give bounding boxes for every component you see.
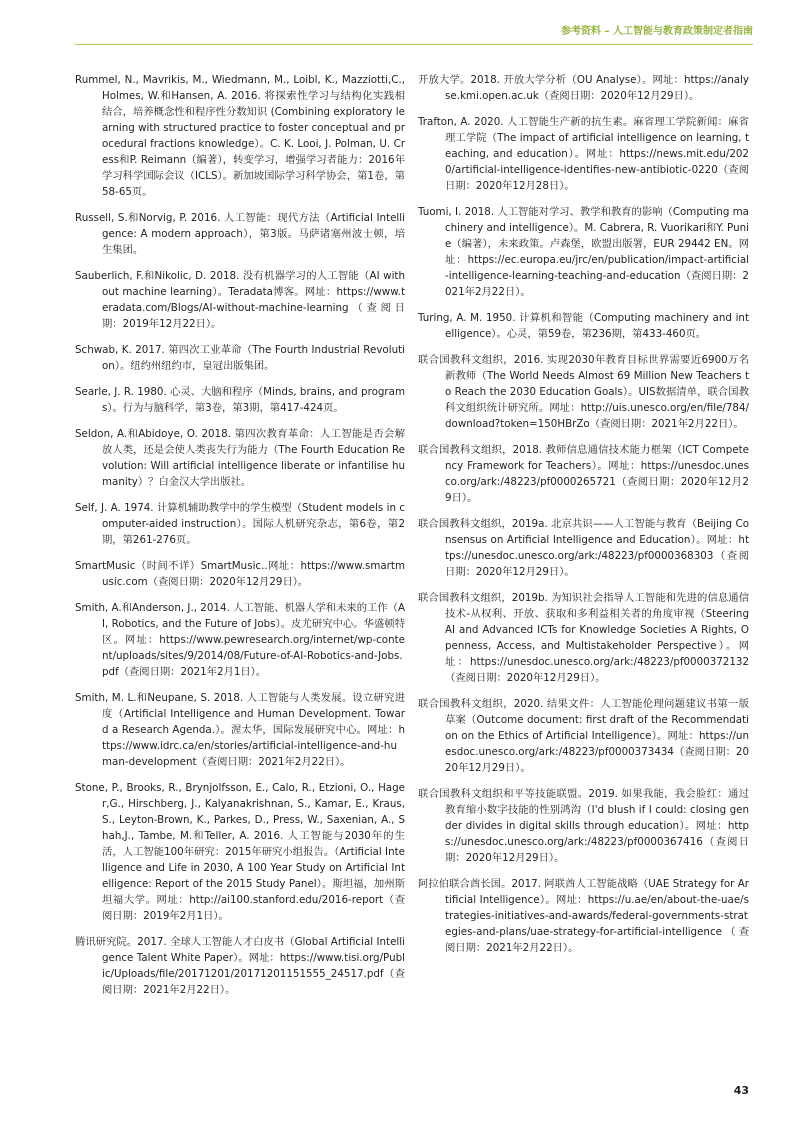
reference-entry: Self, J. A. 1974. 计算机辅助教学中的学生模型（Student models in computer-aided instruction）。国际人机研究杂志，第6卷，第2期，第261-276页。 [75, 502, 405, 546]
reference-entry: 阿拉伯联合酋长国。2017. 阿联酋人工智能战略（UAE Strategy for Artificial Intelligence）。网址：https://u.ae/en/about-the-uae/strategies-initiatives-and-awards/federal-governments-strategies-and-plans/uae-strategy-for-artificial-intelligence（查阅日期：2021年2月22日）。 [418, 878, 749, 954]
reference-entry: 开放大学。2018. 开放大学分析（OU Analyse）。网址：https://analyse.kmi.open.ac.uk（查阅日期：2020年12月29日）。 [418, 74, 749, 102]
reference-entry: Rummel, N., Mavrikis, M., Wiedmann, M., Loibl, K., Mazziotti,C., Holmes, W.和Hansen, A. 2016. 将探索性学习与结构化实践相结合，培养概念性和程序性分数知识 (Combining exploratory learning with structured practice to foster conceptual and procedural fractions knowledge）。C. K. Looi, J. Polman, U. Cress和P. Reimann（编著），转变学习，增强学习者能力：2016年学习科学国际会议（ICLS）。新加坡国际学习科学协会，第1卷，第58-65页。 [75, 74, 405, 198]
reference-entry: Russell, S.和Norvig, P. 2016. 人工智能：现代方法（Artificial Intelligence: A modern approach），第3版。马萨诸塞州波士顿，培生集团。 [75, 212, 405, 256]
reference-entry: Tuomi, I. 2018. 人工智能对学习、教学和教育的影响（Computing machinery and intelligence）。M. Cabrera, R. Vuorikari和Y. Punie（编著），未来政策。卢森堡，欧盟出版署，EUR 29442 EN。网址：https://ec.europa.eu/jrc/en/publication/impact-artificial-intelligence-learning-teaching-and-education（查阅日期：2021年2月22日）。 [418, 206, 750, 298]
reference-entry: 联合国教科文组织，2019b. 为知识社会指导人工智能和先进的信息通信技术-从权利、开放、获取和多利益相关者的角度审视（Steering AI and Advanced ICTs for Knowledge Societies A Rights, Openness, Access, and Multistakeholder Perspective）。网址：https://unesdoc.unesco.org/ark:/48223/pf0000372132（查阅日期：2020年12月29日）。 [418, 592, 749, 684]
reference-entry: SmartMusic（时间不详）SmartMusic..网址：https://www.smartmusic.com（查阅日期：2020年12月29日）。 [75, 560, 405, 588]
page-number: 43 [733, 1084, 749, 1097]
reference-entry: 联合国教科文组织，2019a. 北京共识——人工智能与教育（Beijing Consensus on Artificial Intelligence and Education）。网址：https://unesdoc.unesco.org/ark:/48223/pf0000368303（查阅日期：2020年12月29日）。 [418, 518, 749, 578]
reference-entry: Smith, A.和Anderson, J., 2014. 人工智能、机器人学和未来的工作（AI, Robotics, and the Future of Jobs）。皮尤研究中心。华盛顿特区。网址：https://www.pewresearch.org/internet/wp-content/uploads/sites/9/2014/08/Future-of-AI-Robotics-and-Jobs.pdf（查阅日期：2021年2月1日）。 [75, 602, 405, 678]
reference-entry: 联合国教科文组织和平等技能联盟。2019. 如果我能，我会脸红：通过教育缩小数字技能的性别鸿沟（I'd blush if I could: closing gender divides in digital skills through education）。网址：https://unesdoc.unesco.org/ark:/48223/pf0000367416（查阅日期：2020年12月29日）。 [418, 788, 749, 864]
reference-entry: 联合国教科文组织，2016. 实现2030年教育目标世界需要近6900万名新教师（The World Needs Almost 69 Million New Teachers to Reach the 2030 Education Goals）。UIS数据清单，联合国教科文组织统计研究所。网址：http://uis.unesco.org/en/file/784/download?token=150HBrZo（查阅日期：2021年2月22日）。 [418, 354, 749, 430]
reference-column-right [418, 72, 749, 966]
reference-entry: 联合国教科文组织，2020. 结果文件：人工智能伦理问题建议书第一版草案（Outcome document: first draft of the Recommendation on the Ethics of Artificial Intelligence）。网址：https://unesdoc.unesco.org/ark:/48223/pf0000373434（查阅日期：2020年12月29日）。 [418, 698, 749, 774]
reference-entry: Searle, J. R. 1980. 心灵、大脑和程序（Minds, brains, and programs）。行为与脑科学，第3卷，第3期，第417-424页。 [75, 386, 405, 414]
reference-column-left [75, 72, 405, 1008]
header-divider [75, 44, 753, 45]
reference-entry: Smith, M. L.和Neupane, S. 2018. 人工智能与人类发展。设立研究进度（Artificial Intelligence and Human Development. Toward a Research Agenda.）。渥太华，国际发展研究中心。网址：https://www.idrc.ca/en/stories/artificial-intelligence-and-human-development（查阅日期：2021年2月22日）。 [75, 692, 405, 768]
header-title: 参考资料 – 人工智能与教育政策制定者指南 [561, 26, 753, 37]
reference-entry: 腾讯研究院。2017. 全球人工智能人才白皮书（Global Artificial Intelligence Talent White Paper）。网址：https://www.tisi.org/Public/Uploads/file/20171201/20171201151555_24517.pdf（查阅日期：2021年2月22日）。 [75, 936, 405, 996]
reference-entry: Turing, A. M. 1950. 计算机和智能（Computing machinery and intelligence）。心灵，第59卷，第236期，第433-460页。 [418, 312, 749, 340]
reference-entry: Stone, P., Brooks, R., Brynjolfsson, E., Calo, R., Etzioni, O., Hager,G., Hirschberg, J., Kalyanakrishnan, S., Kamar, E., Kraus, S., Leyton-Brown, K., Parkes, D., Press, W., Saxenian, A., Shah,J., Tambe, M.和Teller, A. 2016. 人工智能与2030年的生活，人工智能100年研究：2015年研究小组报告。（Artificial Intelligence and Life in 2030, A 100 Year Study on Artificial Intelligence: Report of the 2015 Study Panel）。斯坦福，加州斯坦福大学。网址：http://ai100.stanford.edu/2016-report（查阅日期：2019年2月1日）。 [75, 782, 405, 922]
page-header [0, 0, 793, 46]
reference-entry: 联合国教科文组织，2018. 教师信息通信技术能力框架（ICT Competency Framework for Teachers）。网址：https://unesdoc.unesco.org/ark:/48223/pf0000265721（查阅日期：2020年12月29日）。 [418, 444, 749, 504]
reference-entry: Seldon, A.和Abidoye, O. 2018. 第四次教育革命：人工智能是否会解放人类，还是会使人类丧失行为能力（The Fourth Education Revolution: Will artificial intelligence liberate or infantilise humanity）？白金汉大学出版社。 [75, 428, 405, 488]
reference-entry: Schwab, K. 2017. 第四次工业革命（The Fourth Industrial Revolution）。纽约州纽约市，皇冠出版集团。 [75, 344, 405, 372]
reference-entry: Sauberlich, F.和Nikolic, D. 2018. 没有机器学习的人工智能（AI without machine learning）。Teradata博客。网址：https://www.teradata.com/Blogs/AI-without-machine-learning（查阅日期：2019年12月22日）。 [75, 270, 405, 330]
reference-entry: Trafton, A. 2020. 人工智能生产新的抗生素。麻省理工学院新闻：麻省理工学院（The impact of artificial intelligence on learning, teaching, and education）。网址：https://news.mit.edu/2020/artificial-intelligence-identifies-new-antibiotic-0220（查阅日期：2020年12月28日）。 [418, 116, 749, 192]
